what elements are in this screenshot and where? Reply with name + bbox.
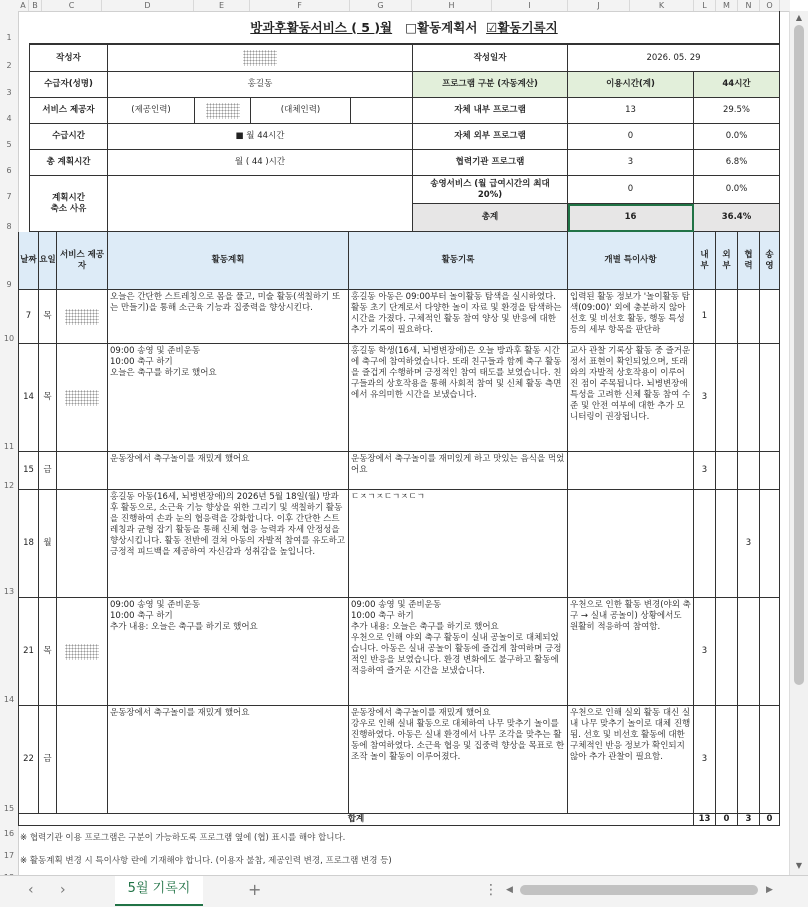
row-header[interactable]: 12 [3,481,15,490]
provider-staff-label: (제공인력) [108,98,195,124]
recipient-value[interactable]: 홍길동 [108,72,413,98]
col-header-f[interactable]: F [250,0,350,11]
row-header[interactable]: 13 [3,587,15,596]
row-header[interactable]: 10 [3,334,15,343]
scroll-right-icon[interactable]: ▶ [766,885,773,895]
entry-coop[interactable]: 3 [738,490,760,598]
entry-note[interactable]: 입력된 활동 정보가 '놀이활동 탐색(09:00)' 외에 충분하지 않아 선호 및 비선호 활동, 행동 특성 등의 세부 항목을 판단하 [568,290,694,344]
totals-external[interactable]: 0 [716,814,738,826]
provider-staff-value[interactable] [195,98,251,124]
row-header[interactable]: 7 [6,192,12,201]
sheet-tab-may-record[interactable]: 5월 기록지 [115,876,203,906]
reduce-reason-label: 계획시간 축소 사유 [29,176,108,232]
col-header-m[interactable]: M [716,0,738,11]
th-provider: 서비스 제공자 [57,232,108,290]
row-header[interactable]: 9 [6,280,12,289]
plan-time-value[interactable]: 월 ( 44 )시간 [108,150,413,176]
entry-transport[interactable] [760,706,780,814]
entry-internal[interactable]: 1 [694,290,716,344]
entry-note[interactable]: 우천으로 인해 실외 활동 대신 실내 나무 맞추기 놀이로 대체 진행됨. 선호 및 비선호 활동에 대한 구체적인 반응 정보가 확인되지 않아 추가 관찰이 필요함. [568,706,694,814]
vertical-scrollbar[interactable] [789,11,808,875]
col-header-k[interactable]: K [630,0,694,11]
masked-name [65,390,99,406]
entry-date[interactable]: 15 [18,452,39,490]
sum-hours[interactable]: 16 [568,204,694,232]
row-header[interactable]: 8 [6,222,12,231]
entry-record[interactable]: 운동장에서 축구놀이를 재미있게 하고 맛있는 음식을 먹었어요 [349,452,568,490]
reduce-reason-value[interactable] [108,176,413,232]
entry-coop[interactable] [738,344,760,452]
col-header-j[interactable]: J [568,0,630,11]
th-record: 활동기록 [349,232,568,290]
horizontal-scroll-thumb[interactable] [520,885,758,895]
row-header[interactable]: 17 [3,851,15,860]
entry-day[interactable]: 목 [39,344,57,452]
entry-date[interactable]: 7 [18,290,39,344]
sum-label: 총계 [413,204,568,232]
title-main: 방과후활동서비스 ( 5 )월 [250,19,393,35]
row-header[interactable]: 11 [3,442,15,451]
plan-time-label: 총 계획시간 [29,150,108,176]
th-internal: 내부 [694,232,716,290]
entry-record[interactable]: ㄷㅈㄱㅈㄷㄱㅈㄷㄱ [349,490,568,598]
entry-external[interactable] [716,598,738,706]
entry-provider[interactable] [57,452,108,490]
entry-plan[interactable]: 운동장에서 축구놀이를 재밌게 했어요 [108,706,349,814]
entry-note[interactable] [568,452,694,490]
usage-time-total[interactable]: 44시간 [694,72,780,98]
entry-internal[interactable]: 3 [694,452,716,490]
row-header[interactable]: 3 [6,88,12,97]
entry-plan[interactable]: 홍길동 아동(16세, 뇌병변장애)의 2026년 5월 18일(월) 방과후 활동으로, 소근육 기능 향상을 위한 그리기 및 색칠하기 활동을 진행하여 손과 눈의 협응력을 강화합니다. 이후 간단한 스트레칭과 균형 잡기 활동을 통해 신체 협응 능력과 자세 안정성을 향상시킵니다. 활동 전반에 걸쳐 아동의 자발적 참여를 유도하고 긍정적 피드백을 제공하여 자신감과 성취감을 높입니다. [108,490,349,598]
totals-label: 합계 [18,814,694,826]
coop-program-hours[interactable]: 3 [568,150,694,176]
th-date: 날짜 [18,232,39,290]
title-option-plan: □활동계획서 [405,19,478,35]
row-header[interactable]: 1 [6,33,12,42]
provider-sub-label: (대체인력) [251,98,351,124]
col-header-h[interactable]: H [412,0,492,11]
more-options-icon[interactable]: ⋮ [484,882,498,898]
supply-time-label: 수급시간 [29,124,108,150]
entry-coop[interactable] [738,598,760,706]
entry-external[interactable] [716,452,738,490]
entry-record[interactable]: 홍길동 학생(16세, 뇌병변장애)은 오늘 방과후 활동 시간에 축구에 참여하였습니다. 또래 친구들과 함께 축구 활동을 즐겁게 수행하며 긍정적인 참여 태도를 보였습니다. 친구들과의 상호작용을 통해 사회적 참여 및 신체 활동 측면에서 유의미한 시간을 보냈습니다. [349,344,568,452]
scroll-up-icon[interactable]: ▲ [795,13,803,22]
entry-provider[interactable] [57,706,108,814]
external-program-label: 자체 외부 프로그램 [413,124,568,150]
entry-transport[interactable] [760,452,780,490]
entry-coop[interactable] [738,452,760,490]
entry-internal[interactable] [694,490,716,598]
title-option-record: ☑활동기록지 [486,19,558,35]
entry-note[interactable]: 교사 관찰 기록상 활동 중 즐거운 정서 표현이 확인되었으며, 또래와의 자발적 상호작용이 이루어진 점이 주목됩니다. 뇌병변장애 특성을 고려한 신체 활동 참여 수준 및 안전 여부에 대한 추가 모니터링이 권장됩니다. [568,344,694,452]
entry-external[interactable] [716,706,738,814]
transport-pct[interactable]: 0.0% [694,176,780,204]
col-header-a[interactable]: A [18,0,29,11]
entry-transport[interactable] [760,290,780,344]
row-header[interactable]: 2 [6,61,12,70]
usage-time-label: 이용시간(계) [568,72,694,98]
entry-note[interactable] [568,490,694,598]
row-header[interactable]: 14 [3,695,15,704]
entry-external[interactable] [716,290,738,344]
col-header-c[interactable]: C [42,0,102,11]
entry-plan[interactable]: 09:00 송영 및 준비운동 10:00 축구 하기 오늘은 축구를 하기로 했어요 [108,344,349,452]
recipient-label: 수급자(성명) [29,72,108,98]
entry-date[interactable]: 18 [18,490,39,598]
entry-day[interactable]: 목 [39,598,57,706]
th-plan: 활동계획 [108,232,349,290]
col-header-d[interactable]: D [102,0,194,11]
entry-note[interactable]: 우천으로 인한 활동 변경(야외 축구 → 실내 공놀이) 상황에서도 원활히 적응하여 참여함. [568,598,694,706]
masked-name [243,50,277,66]
transport-hours[interactable]: 0 [568,176,694,204]
worksheet-grid[interactable] [18,11,790,875]
vertical-scroll-thumb[interactable] [794,25,804,685]
masked-name [206,103,240,119]
date-label: 작성일자 [413,44,568,72]
row-header[interactable]: 5 [6,140,12,149]
th-coop: 협력 [738,232,760,290]
add-sheet-icon[interactable]: + [248,880,262,899]
provider-sub-value[interactable] [351,98,413,124]
next-sheet-icon[interactable]: › [60,882,66,898]
entry-coop[interactable] [738,290,760,344]
col-header-o[interactable]: O [760,0,780,11]
supply-time-value[interactable]: ■ 월 44시간 [108,124,413,150]
entry-provider[interactable] [57,598,108,706]
entry-day[interactable]: 목 [39,290,57,344]
entry-transport[interactable] [760,490,780,598]
entry-transport[interactable] [760,344,780,452]
entry-record[interactable]: 운동장에서 축구놀이를 재밌게 했어요 강우로 인해 실내 활동으로 대체하여 나무 맞추기 놀이를 진행하였다. 아동은 실내 환경에서 나무 조각을 맞추는 활동에 참여하였다. 소근육 협응 및 집중력 향상을 목표로 한 조작 놀이 활동이 이루어졌다. [349,706,568,814]
entry-external[interactable] [716,490,738,598]
entry-day[interactable]: 월 [39,490,57,598]
transport-label: 송영서비스 (월 급여시간의 최대 20%) [413,176,568,204]
prev-sheet-icon[interactable]: ‹ [28,882,34,898]
sum-pct[interactable]: 36.4% [694,204,780,232]
program-type-label: 프로그램 구분 (자동계산) [413,72,568,98]
provider-label: 서비스 제공자 [29,98,108,124]
col-header-n[interactable]: N [738,0,760,11]
entry-record[interactable]: 홍길동 아동은 09:00부터 놀이활동 탐색을 실시하였다. 활동 초기 단계로서 다양한 놀이 자료 및 환경을 탐색하는 시간을 가졌다. 구체적인 활동 참여 양상 및 반응에 대한 추가 기록이 필요하다. [349,290,568,344]
col-header-b[interactable]: B [29,0,42,11]
entry-internal[interactable]: 3 [694,706,716,814]
entry-coop[interactable] [738,706,760,814]
entry-record[interactable]: 09:00 송영 및 준비운동 10:00 축구 하기 추가 내용: 오늘은 축구를 하기로 했어요 우천으로 인해 야외 축구 활동이 실내 공놀이로 대체되었습니다. 아동은 실내 공놀이 활동에 즐겁게 참여하며 긍정적인 반응을 보였습니다. 환경 변화에도 불구하고 활동에 적응하여 즐거운 시간을 보냈습니다. [349,598,568,706]
scroll-left-icon[interactable]: ◀ [506,885,513,895]
entry-plan[interactable]: 오늘은 간단한 스트레칭으로 몸을 풀고, 미술 활동(색칠하기 또는 만들기)을 통해 소근육 기능과 집중력을 향상시킨다. [108,290,349,344]
internal-program-hours[interactable]: 13 [568,98,694,124]
coop-program-label: 협력기관 프로그램 [413,150,568,176]
row-header[interactable]: 6 [6,166,12,175]
entry-internal[interactable]: 3 [694,598,716,706]
title-cell[interactable] [29,11,780,44]
entry-date[interactable]: 14 [18,344,39,452]
footnote: ※ 활동계획 변경 시 특이사항 란에 기재해야 합니다. (이용자 불참, 제공인력 변경, 프로그램 변경 등) [20,856,392,866]
entry-external[interactable] [716,344,738,452]
entry-transport[interactable] [760,598,780,706]
entry-day[interactable]: 금 [39,452,57,490]
col-header-l[interactable]: L [694,0,716,11]
th-transport: 송영 [760,232,780,290]
col-header-g[interactable]: G [350,0,412,11]
col-header-e[interactable]: E [194,0,250,11]
internal-program-label: 자체 내부 프로그램 [413,98,568,124]
date-value[interactable]: 2026. 05. 29 [568,44,780,72]
totals-transport[interactable]: 0 [760,814,780,826]
masked-name [65,309,99,325]
internal-program-pct[interactable]: 29.5% [694,98,780,124]
totals-internal[interactable]: 13 [694,814,716,826]
entry-date[interactable]: 21 [18,598,39,706]
entry-date[interactable]: 22 [18,706,39,814]
external-program-pct[interactable]: 0.0% [694,124,780,150]
entry-day[interactable]: 금 [39,706,57,814]
row-header-bar [0,11,19,875]
external-program-hours[interactable]: 0 [568,124,694,150]
entry-provider[interactable] [57,290,108,344]
masked-name [65,644,99,660]
coop-program-pct[interactable]: 6.8% [694,150,780,176]
entry-provider[interactable] [57,344,108,452]
footnote: ※ 협력기관 이용 프로그램은 구분이 가능하도록 프로그램 옆에 (협) 표시를 해야 합니다. [20,833,346,843]
row-header[interactable]: 4 [6,114,12,123]
entry-plan[interactable]: 09:00 송영 및 준비운동 10:00 축구 하기 추가 내용: 오늘은 축구를 하기로 했어요 [108,598,349,706]
entry-internal[interactable]: 3 [694,344,716,452]
writer-value[interactable] [108,44,413,72]
th-external: 외부 [716,232,738,290]
scroll-down-icon[interactable]: ▼ [795,861,803,870]
entry-plan[interactable]: 운동장에서 축구놀이를 재밌게 했어요 [108,452,349,490]
col-header-i[interactable]: I [492,0,568,11]
entry-provider[interactable] [57,490,108,598]
sheet-tab-bar [0,875,808,907]
th-day: 요일 [39,232,57,290]
th-note: 개별 특이사항 [568,232,694,290]
writer-label: 작성자 [29,44,108,72]
row-header[interactable]: 16 [3,829,15,838]
row-header[interactable]: 15 [3,804,15,813]
totals-coop[interactable]: 3 [738,814,760,826]
